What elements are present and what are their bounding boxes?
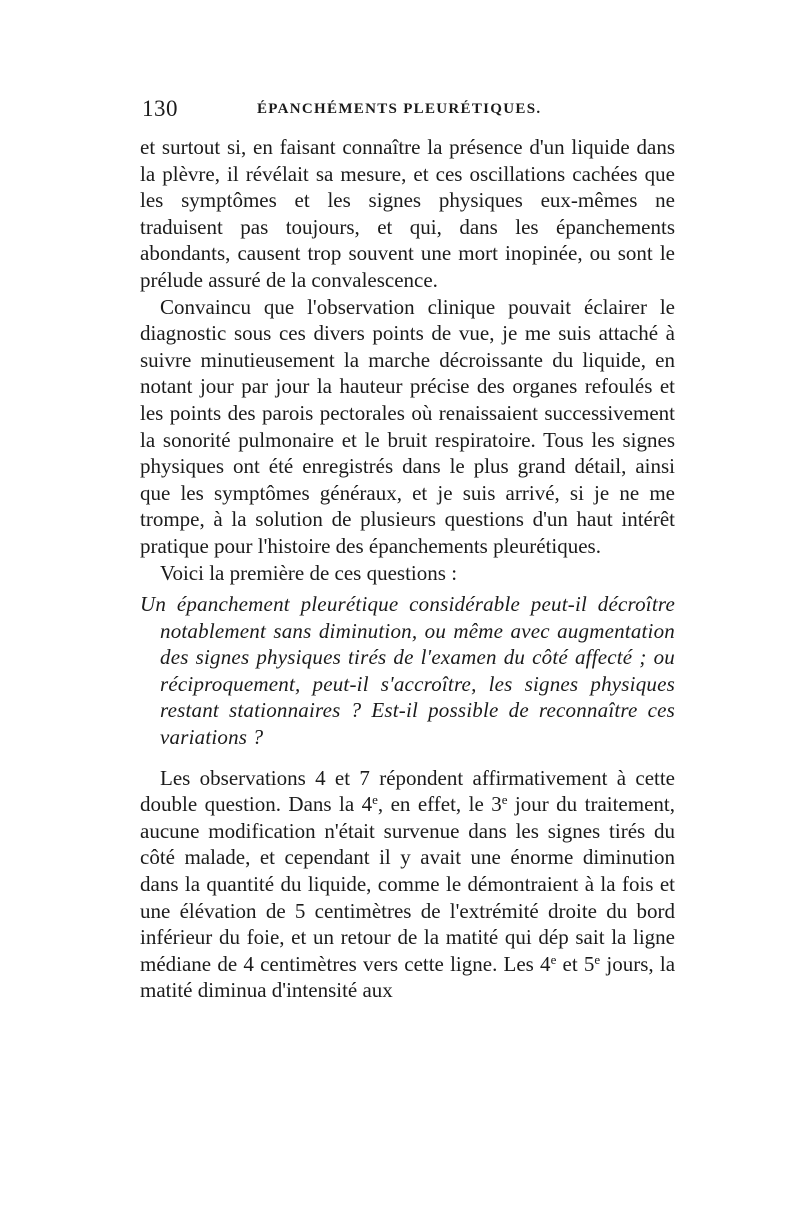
question-paragraph: Un épanchement pleurétique considérable peut-il décroître notablement sans diminution, ou même avec augmentation des signes physiques tirés de l'examen du côté affecté ; ou réciproquement, peut-il s'accroître, les signes physiques restant stationnaires ? Est-il possible de reconnaître ces variations ? [140, 592, 675, 750]
superscript: e [372, 792, 378, 808]
text-segment: jours, la matité diminua d'intensité aux [140, 951, 676, 1003]
text-segment: Les observations 4 et 7 répondent affirmativement à cette double question. Dans la 4 [140, 765, 675, 817]
text-segment: , en effet, le 3 [377, 792, 502, 817]
paragraph-convaincu: Convaincu que l'observation clinique pouvait éclairer le diagnostic sous ces divers points de vue, je me suis attaché à suivre minutieusement la marche décroissante du liquide, en notant jour par jour la hauteur précise des organes refoulés et les points des parois pectorales où renaissaient successivement la sonorité pulmonaire et le bruit respiratoire. Tous les signes physiques ont été enregistrés dans le plus grand détail, ainsi que les symptômes généraux, et je suis arrivé, si je ne me trompe, à la solution de plusieurs questions d'un haut intérêt pratique pour l'histoire des épanchements pleurétiques. [140, 294, 675, 558]
paragraph-continuation: et surtout si, en faisant connaître la présence d'un liquide dans la plèvre, il révélait sa mesure, et ces oscillations cachées que les symptômes et les signes physiques eux-mêmes ne traduisent pas toujours, et qui, dans les épanchements abondants, causent trop souvent une mort inopinée, ou sont le prélude assuré de la convalescence. [140, 135, 675, 292]
superscript: e [550, 951, 557, 967]
paragraph-voici: Voici la première de ces questions : [160, 560, 458, 585]
running-title: ÉPANCHÉMENTS PLEURÉTIQUES. [257, 101, 542, 117]
paragraph-observations [140, 765, 675, 1004]
text-segment: et 5 [556, 951, 595, 976]
superscript: e [594, 951, 601, 967]
text-segment: jour du traitement, aucune modification n'était survenue dans les signes tirés du côté malade, et cependant il y avait une énorme diminution dans la quantité du liquide, comme le démontraient à la fois et une élévation de 5 centimètres de l'extrémité droite du bord inférieur du foie, et un retour de la matité qui dép sait la ligne médiane de 4 centimètres vers cette ligne. Les 4 [140, 792, 675, 976]
superscript: e [501, 792, 508, 808]
page-number: 130 [142, 96, 178, 121]
body-text [140, 134, 675, 1004]
page-header [140, 96, 675, 126]
